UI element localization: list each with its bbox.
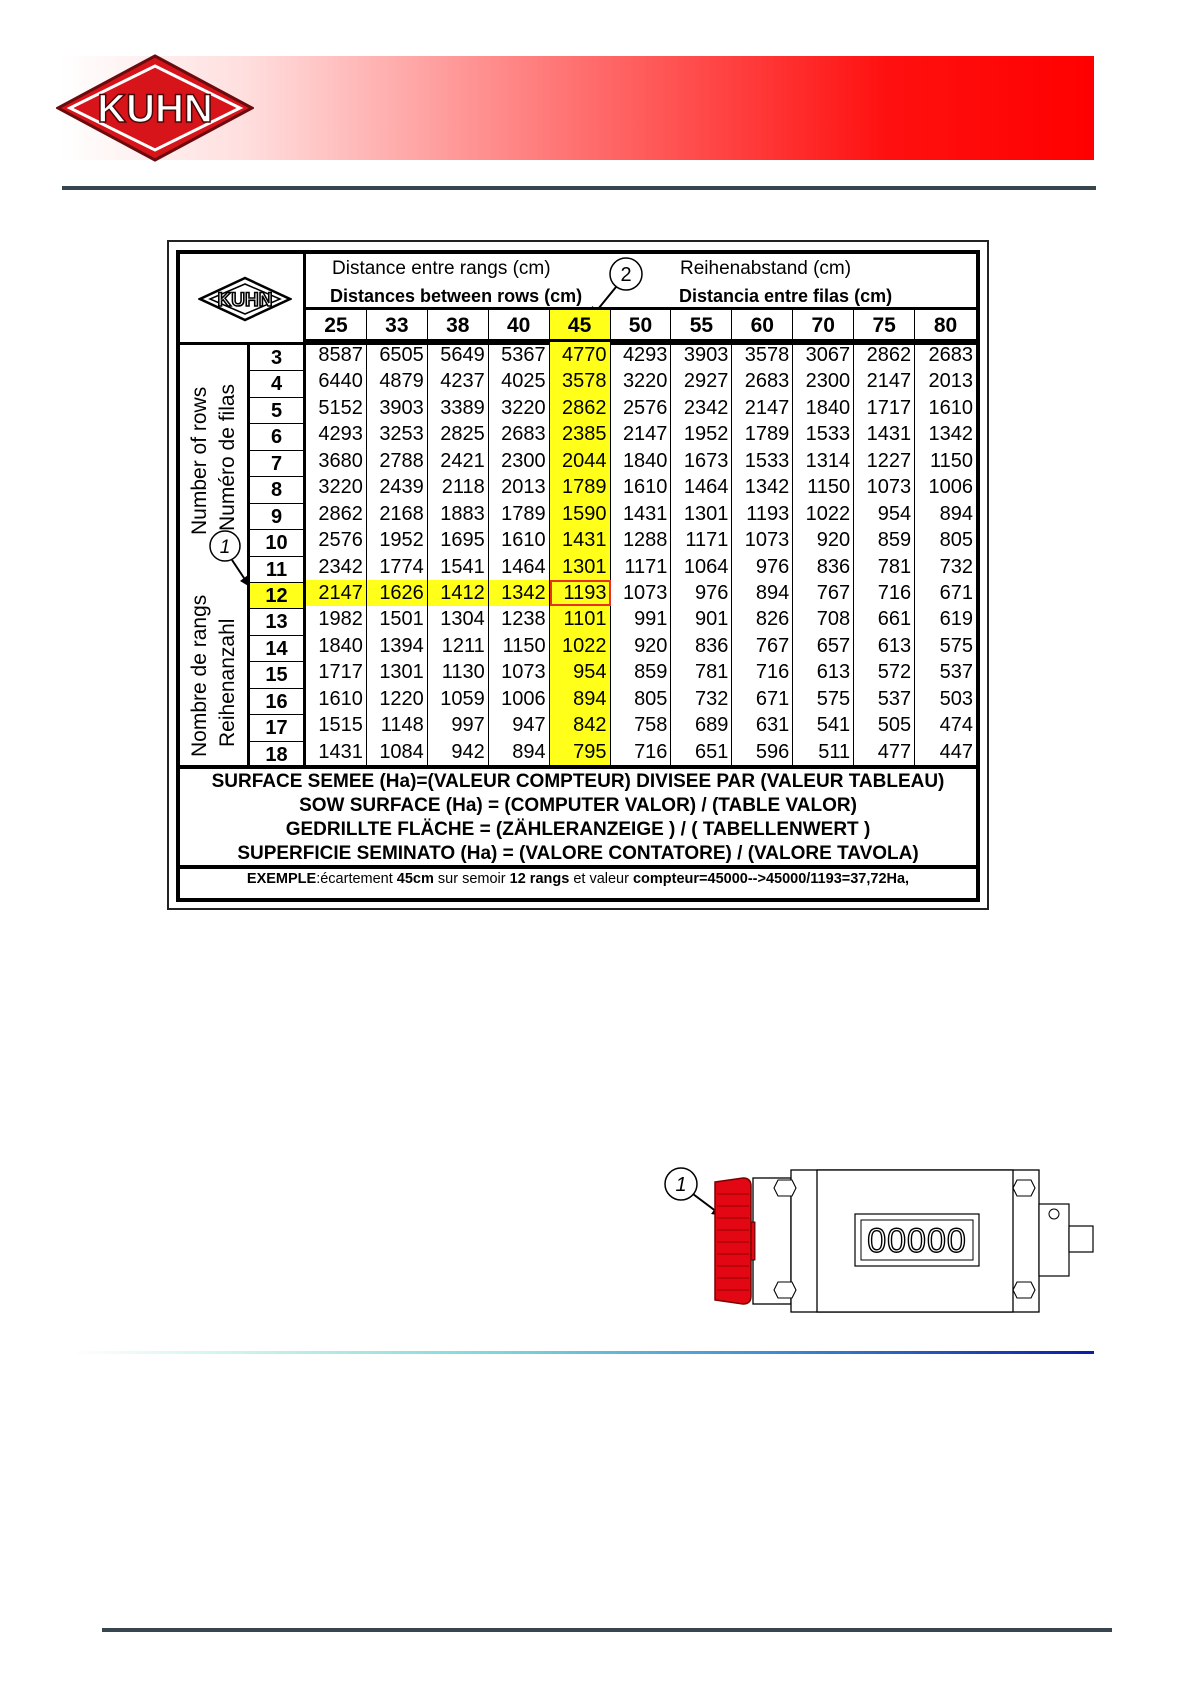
cell-r6-c60: 1789 [732,421,793,447]
row-number-7: 7 [250,451,303,477]
example-computation: compteur=45000-->45000/1193=37,72Ha, [632,871,910,887]
cell-r7-c55: 1673 [671,448,732,474]
cell-r9-c50: 1431 [611,501,672,527]
cell-r12-c38: 1412 [428,580,489,606]
header-de: Reihenabstand (cm) [680,258,852,279]
cell-r4-c80: 2013 [928,370,973,393]
cell-r13-c38: 1304 [428,606,489,632]
cell-r14-c40: 1150 [489,633,550,659]
cell-r16-c33: 1220 [367,686,428,712]
kuhn-logo [56,54,254,162]
row-number-18: 18 [250,742,303,768]
cell-r5-c60: 2147 [732,395,793,421]
cell-r11-c60: 976 [732,554,793,580]
cell-r10-c38: 1695 [428,527,489,553]
cell-r17-c38: 997 [428,712,489,738]
cell-r14-c80: 575 [939,634,973,657]
cell-r11-c33: 1774 [367,554,428,580]
row-number-16: 16 [250,689,303,715]
cell-r13-c45: 1101 [550,606,611,632]
cell-r4-c60: 2683 [732,368,793,394]
cell-r4-c38: 4237 [428,368,489,394]
cell-r4-c45: 3578 [550,368,611,394]
cell-r15-c40: 1073 [489,659,550,685]
section-divider [70,1351,1094,1354]
counter-drawing [655,1160,1095,1320]
cell-r6-c80: 1342 [928,423,973,446]
cell-r5-c70: 1840 [793,395,854,421]
cell-r10-c70: 920 [793,527,854,553]
cell-r15-c75: 572 [854,659,915,685]
cell-r14-c75: 613 [854,633,915,659]
cell-r11-c55: 1064 [671,554,732,580]
cell-r9-c55: 1301 [671,501,732,527]
cell-r3-c50: 4293 [611,342,672,368]
column-header-45: 45 [550,310,611,342]
cell-r10-c33: 1952 [367,527,428,553]
cell-r18-c60: 596 [732,739,793,765]
cell-r8-c33: 2439 [367,474,428,500]
cell-r16-c50: 805 [611,686,672,712]
cell-r15-c33: 1301 [367,659,428,685]
cell-r10-c25: 2576 [306,527,367,553]
cell-r9-c75: 954 [854,501,915,527]
cell-r5-c80: 1610 [928,396,973,419]
cell-r11-c38: 1541 [428,554,489,580]
cell-r6-c38: 2825 [428,421,489,447]
example-rows: 12 rangs [509,871,570,887]
formula-box [180,765,976,869]
example-text-2: sur semoir [433,871,510,887]
cell-r16-c75: 537 [854,686,915,712]
cell-r6-c75: 1431 [854,421,915,447]
cell-r9-c80: 894 [939,502,973,525]
cell-r12-c80: 671 [939,581,973,604]
row-number-13: 13 [250,609,303,635]
seeding-table-inner [176,250,980,902]
cell-r15-c55: 781 [671,659,732,685]
cell-r5-c45: 2862 [550,395,611,421]
cell-r8-c75: 1073 [854,474,915,500]
cell-r5-c40: 3220 [489,395,550,421]
header-rule [62,186,1096,190]
cell-r5-c55: 2342 [671,395,732,421]
column-header-25: 25 [306,310,367,342]
row-number-17: 17 [250,715,303,741]
row-number-6: 6 [250,424,303,450]
cell-r3-c75: 2862 [854,342,915,368]
formula-fr: SURFACE SEMEE (Ha)=(VALEUR COMPTEUR) DIVISEE PAR (VALEUR TABLEAU) [211,771,945,792]
cell-r10-c60: 1073 [732,527,793,553]
kuhn-small-logo [198,276,292,322]
cell-r8-c70: 1150 [793,474,854,500]
cell-r6-c40: 2683 [489,421,550,447]
cell-r8-c40: 2013 [489,474,550,500]
example-text-1: :écartement [316,871,397,887]
side-label-en: Number of rows [188,386,211,535]
cell-r18-c55: 651 [671,739,732,765]
cell-r5-c75: 1717 [854,395,915,421]
cell-r17-c40: 947 [489,712,550,738]
cell-r7-c40: 2300 [489,448,550,474]
cell-r18-c70: 511 [793,739,854,765]
row-number-column [250,345,306,765]
cell-r17-c25: 1515 [306,712,367,738]
cell-r12-c40: 1342 [489,580,550,606]
cell-r13-c60: 826 [732,606,793,632]
cell-r3-c40: 5367 [489,342,550,368]
value-grid [306,310,976,765]
counter-display: 00000 [867,1222,967,1260]
cell-r14-c45: 1022 [550,633,611,659]
example-prefix: EXEMPLE [246,871,317,887]
example-line [180,871,976,887]
column-header-75: 75 [854,310,915,342]
cell-r14-c33: 1394 [367,633,428,659]
cell-r3-c25: 8587 [306,342,367,368]
cell-r11-c50: 1171 [611,554,672,580]
cell-r12-c33: 1626 [367,580,428,606]
formula-de: GEDRILLTE FLÄCHE = (ZÄHLERANZEIGE ) / ( TABELLENWERT ) [285,819,871,840]
cell-r16-c80: 503 [939,687,973,710]
cell-r5-c50: 2576 [611,395,672,421]
cell-r9-c70: 1022 [793,501,854,527]
cell-r6-c25: 4293 [306,421,367,447]
row-number-14: 14 [250,636,303,662]
cell-r18-c25: 1431 [306,739,367,765]
cell-r7-c38: 2421 [428,448,489,474]
cell-r3-c60: 3578 [732,342,793,368]
row-number-4: 4 [250,371,303,397]
cell-r3-c80: 2683 [928,344,973,366]
cell-r11-c40: 1464 [489,554,550,580]
cell-r15-c70: 613 [793,659,854,685]
cell-r7-c70: 1314 [793,448,854,474]
row-number-15: 15 [250,662,303,688]
example-spacing: 45cm [396,871,434,887]
cell-r13-c25: 1982 [306,606,367,632]
cell-r17-c75: 505 [854,712,915,738]
footer-rule [102,1628,1112,1632]
cell-r13-c33: 1501 [367,606,428,632]
column-header-40: 40 [489,310,550,342]
cell-r8-c55: 1464 [671,474,732,500]
column-header-70: 70 [793,310,854,342]
cell-r16-c38: 1059 [428,686,489,712]
column-header-38: 38 [428,310,489,342]
cell-r18-c40: 894 [489,739,550,765]
cell-r12-c70: 767 [793,580,854,606]
cell-r14-c50: 920 [611,633,672,659]
cell-r14-c55: 836 [671,633,732,659]
cell-r18-c45: 795 [550,739,611,765]
cell-r5-c25: 5152 [306,395,367,421]
side-label-de: Reihenanzahl [216,618,239,747]
cell-r3-c33: 6505 [367,342,428,368]
cell-r12-c75: 716 [854,580,915,606]
cell-r11-c25: 2342 [306,554,367,580]
formula-it: SUPERFICIE SEMINATO (Ha) = (VALORE CONTATORE) / (VALORE TAVOLA) [237,843,919,864]
row-number-3: 3 [250,345,303,371]
kuhn-small-logo-text: KUHN [217,290,273,311]
cell-r14-c60: 767 [732,633,793,659]
cell-r8-c25: 3220 [306,474,367,500]
cell-r8-c45: 1789 [550,474,611,500]
cell-r7-c75: 1227 [854,448,915,474]
cell-r10-c40: 1610 [489,527,550,553]
cell-r4-c50: 3220 [611,368,672,394]
cell-r13-c70: 708 [793,606,854,632]
cell-r16-c25: 1610 [306,686,367,712]
callout-2-label: 2 [620,264,632,286]
cell-r17-c80: 474 [939,714,973,737]
column-header-60: 60 [732,310,793,342]
cell-r7-c50: 1840 [611,448,672,474]
cell-r15-c38: 1130 [428,659,489,685]
cell-r11-c80: 732 [939,555,973,578]
cell-r16-c60: 671 [732,686,793,712]
cell-r13-c75: 661 [854,606,915,632]
cell-r17-c60: 631 [732,712,793,738]
cell-r15-c50: 859 [611,659,672,685]
counter-callout-label: 1 [675,1174,687,1196]
row-number-12: 12 [250,583,303,609]
example-text-3: et valeur [569,871,633,887]
cell-r15-c60: 716 [732,659,793,685]
cell-r6-c50: 2147 [611,421,672,447]
cell-r9-c45: 1590 [550,501,611,527]
row-number-8: 8 [250,477,303,503]
cell-r4-c70: 2300 [793,368,854,394]
cell-r18-c38: 942 [428,739,489,765]
column-header-33: 33 [367,310,428,342]
cell-r6-c45: 2385 [550,421,611,447]
cell-r13-c40: 1238 [489,606,550,632]
row-number-9: 9 [250,504,303,530]
column-header-50: 50 [611,310,672,342]
cell-r9-c38: 1883 [428,501,489,527]
cell-r14-c38: 1211 [428,633,489,659]
cell-r4-c55: 2927 [671,368,732,394]
reset-knob[interactable] [715,1178,751,1304]
cell-r10-c55: 1171 [671,527,732,553]
cell-r12-c50: 1073 [611,580,672,606]
cell-r12-c55: 976 [671,580,732,606]
cell-r4-c33: 4879 [367,368,428,394]
cell-r7-c60: 1533 [732,448,793,474]
callout-1-label: 1 [219,537,231,558]
cell-r7-c80: 1150 [929,449,973,472]
cell-r17-c45: 842 [550,712,611,738]
cell-r17-c33: 1148 [367,712,428,738]
cell-r14-c70: 657 [793,633,854,659]
cell-r8-c38: 2118 [428,474,489,500]
cell-r13-c55: 901 [671,606,732,632]
column-header-80: 80 [933,314,958,337]
cell-r12-c60: 894 [732,580,793,606]
cell-r8-c80: 1006 [928,476,973,499]
cell-r3-c45: 4770 [550,342,611,368]
cell-r18-c50: 716 [611,739,672,765]
cell-r17-c55: 689 [671,712,732,738]
header-fr: Distance entre rangs (cm) [332,258,551,279]
cell-r10-c75: 859 [854,527,915,553]
cell-r10-c50: 1288 [611,527,672,553]
cell-r16-c45: 894 [550,686,611,712]
row-number-10: 10 [250,530,303,556]
cell-r15-c25: 1717 [306,659,367,685]
callout-1 [208,529,252,591]
cell-r10-c80: 805 [939,529,973,552]
cell-r9-c25: 2862 [306,501,367,527]
header-es: Distancia entre filas (cm) [679,286,893,306]
cell-r4-c25: 6440 [306,368,367,394]
cell-r3-c55: 3903 [671,342,732,368]
header-en: Distances between rows (cm) [330,286,583,306]
cell-r9-c33: 2168 [367,501,428,527]
side-label-es: Numéro de filas [216,383,239,531]
cell-r11-c45: 1301 [550,554,611,580]
cell-r11-c75: 781 [854,554,915,580]
cell-r7-c45: 2044 [550,448,611,474]
cell-r4-c40: 4025 [489,368,550,394]
table-corner [180,254,306,345]
kuhn-logo-text: KUHN [97,87,213,131]
cell-r7-c33: 2788 [367,448,428,474]
row-side-labels [180,345,250,765]
seeding-table [167,240,989,910]
cell-r16-c55: 732 [671,686,732,712]
cell-r7-c25: 3680 [306,448,367,474]
cell-r6-c70: 1533 [793,421,854,447]
cell-r15-c80: 537 [939,661,973,684]
row-number-11: 11 [250,557,303,583]
cell-r18-c80: 447 [939,740,973,763]
cell-r4-c75: 2147 [854,368,915,394]
side-label-fr: Nombre de rangs [188,594,211,757]
cell-r10-c45: 1431 [550,527,611,553]
cell-r17-c50: 758 [611,712,672,738]
cell-r13-c80: 619 [939,608,973,631]
row-number-5: 5 [250,398,303,424]
cell-r9-c60: 1193 [732,501,793,527]
cell-r12-c25: 2147 [306,580,367,606]
column-header-55: 55 [671,310,732,342]
cell-r3-c70: 3067 [793,342,854,368]
cell-r16-c70: 575 [793,686,854,712]
cell-r13-c50: 991 [611,606,672,632]
cell-r18-c33: 1084 [367,739,428,765]
formula-en: SOW SURFACE (Ha) = (COMPUTER VALOR) / (TABLE VALOR) [299,795,857,816]
cell-r15-c45: 954 [550,659,611,685]
cell-r9-c40: 1789 [489,501,550,527]
cell-r3-c38: 5649 [428,342,489,368]
cell-r16-c40: 1006 [489,686,550,712]
cell-r5-c33: 3903 [367,395,428,421]
cell-r11-c70: 836 [793,554,854,580]
cell-r18-c75: 477 [854,739,915,765]
cell-r5-c38: 3389 [428,395,489,421]
cell-r6-c33: 3253 [367,421,428,447]
cell-r14-c25: 1840 [306,633,367,659]
cell-r8-c50: 1610 [611,474,672,500]
cell-r6-c55: 1952 [671,421,732,447]
cell-r12-c45: 1193 [550,580,611,606]
cell-r8-c60: 1342 [732,474,793,500]
cell-r17-c70: 541 [793,712,854,738]
